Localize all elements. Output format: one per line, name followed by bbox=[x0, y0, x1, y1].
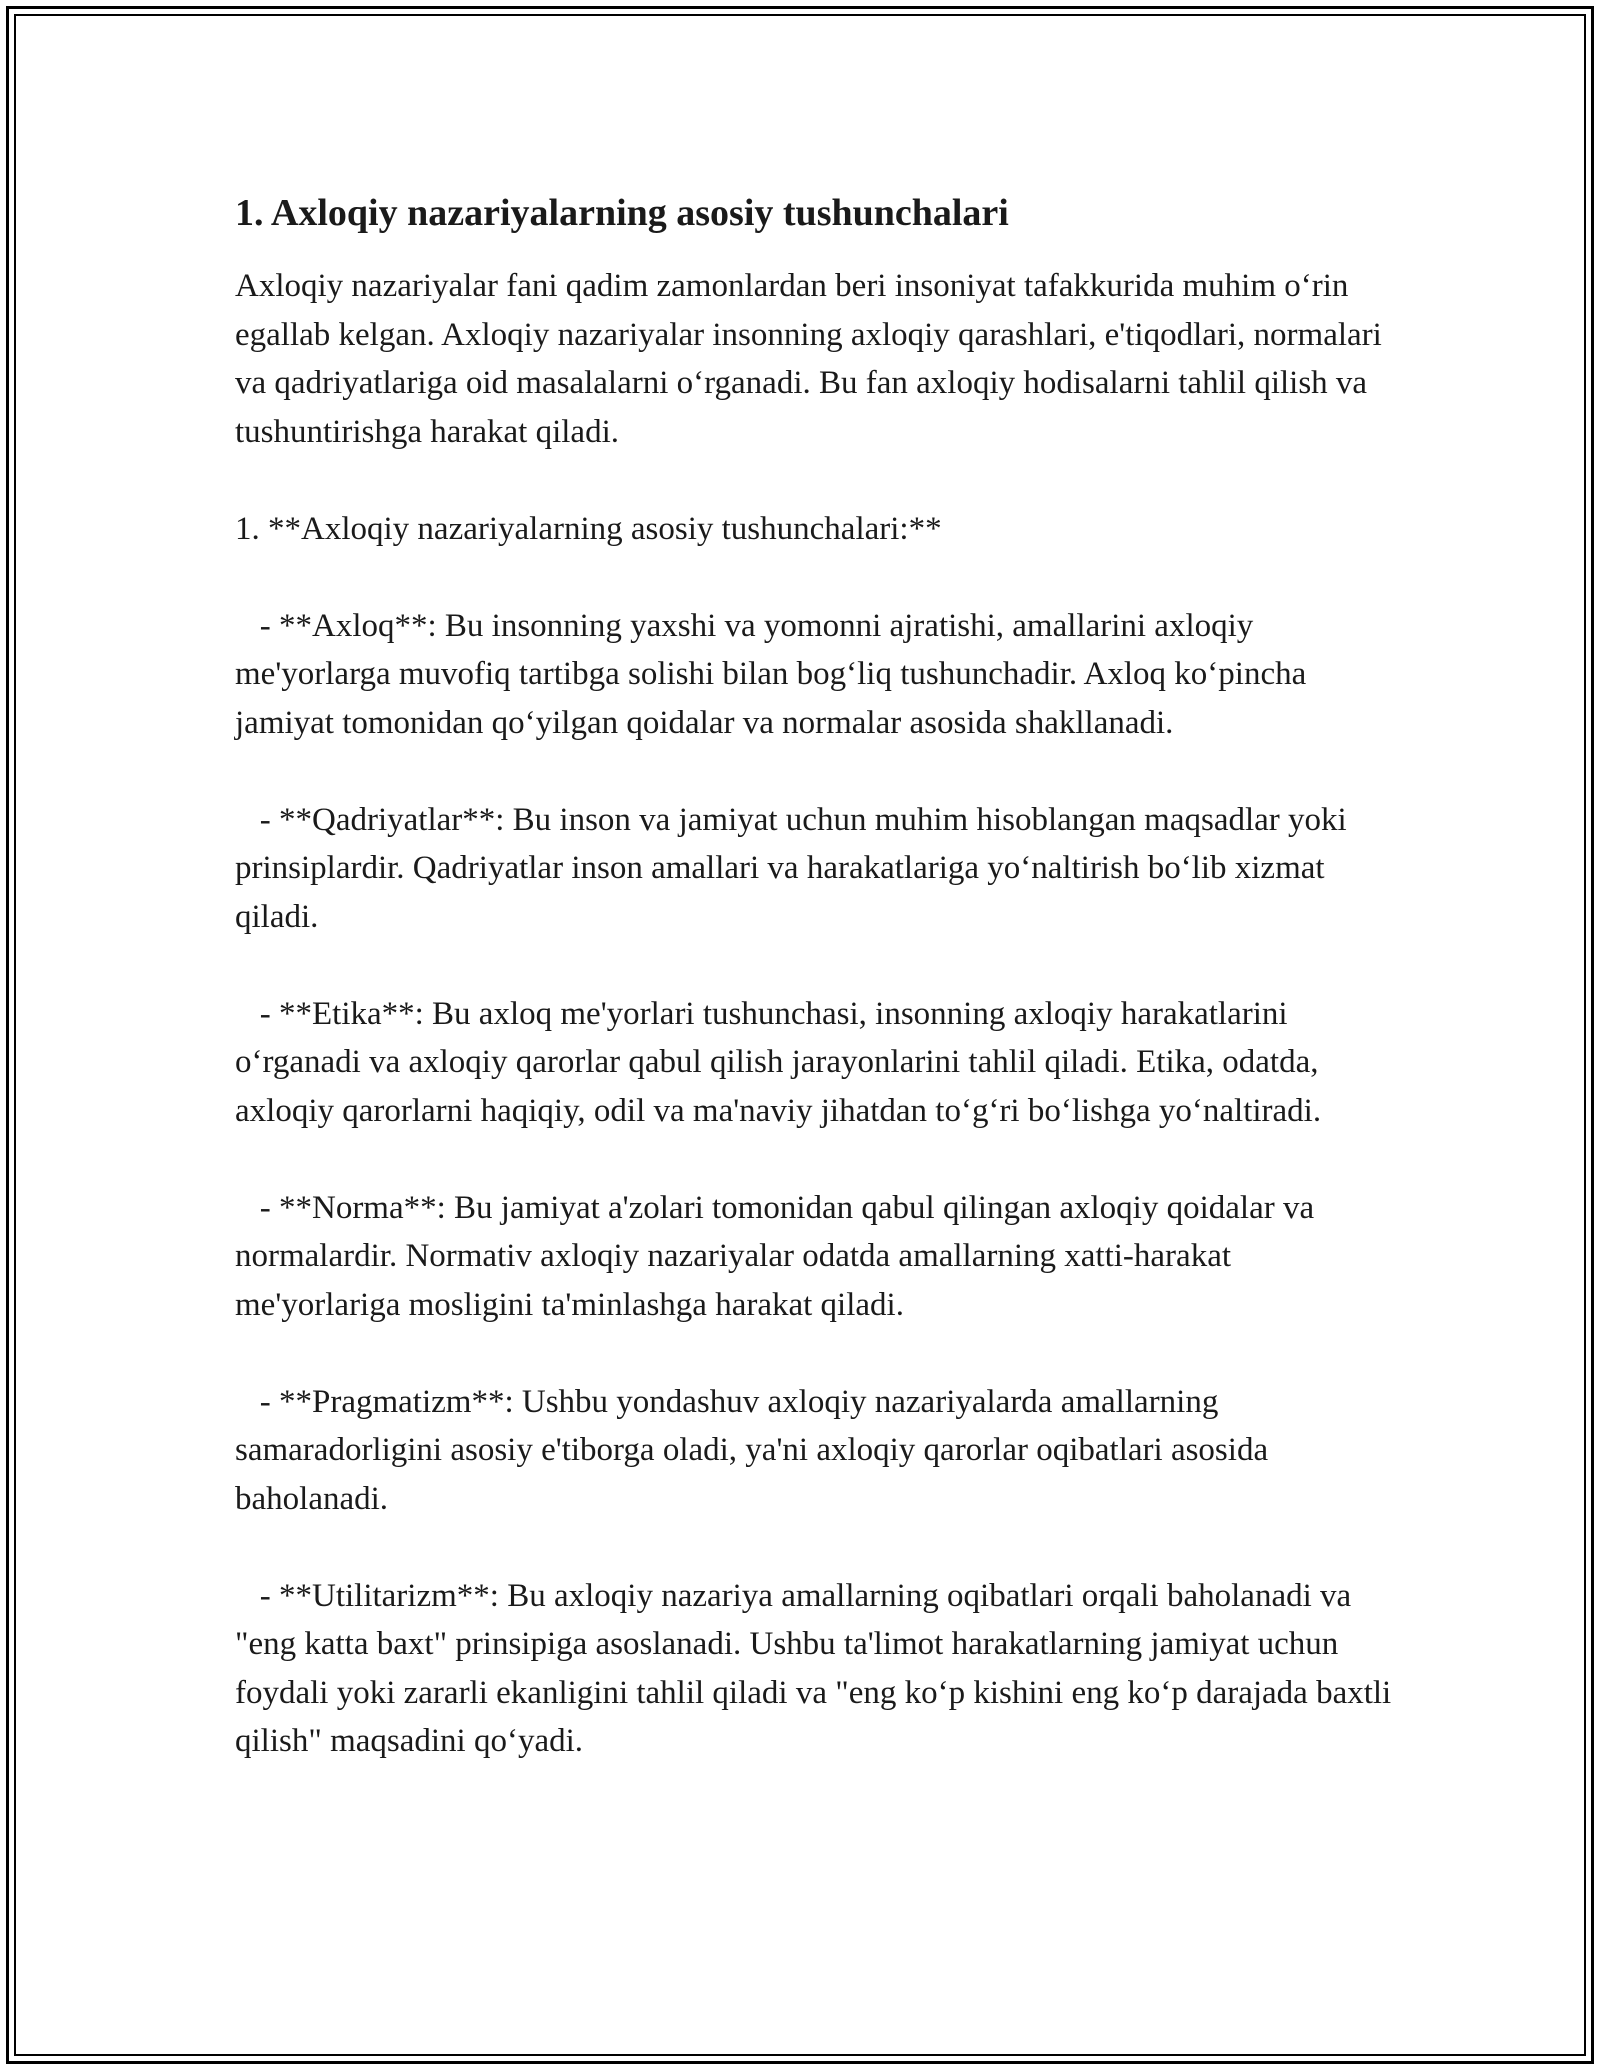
intro-paragraph: Axloqiy nazariyalar fani qadim zamonlardan beri insoniyat tafakkurida muhim o‘rin egallab kelgan. Axloqiy nazariyalar insonning axloqiy qarashlari, e'tiqodlari, normalari va qadriyatlariga oid masalalarni o‘rganadi. Bu fan axloqiy hodisalarni tahlil qilish va tushuntirishga harakat qiladi. bbox=[235, 268, 1391, 450]
document-body bbox=[235, 186, 1400, 1766]
document-title: 1. Axloqiy nazariyalarning asosiy tushunchalari bbox=[235, 192, 1009, 234]
list-heading: 1. **Axloqiy nazariyalarning asosiy tushunchalari:** bbox=[235, 510, 942, 547]
list-item-utilitarizm: - **Utilitarizm**: Bu axloqiy nazariya amallarning oqibatlari orqali baholanadi va "eng katta baxt" prinsipiga asoslanadi. Ushbu ta'limot harakatlarning jamiyat uchun foydali yoki zararli ekanligini tahlil qiladi va "eng ko‘p kishini eng ko‘p darajada baxtli qilish" maqsadini qo‘yadi. bbox=[235, 1577, 1400, 1759]
list-item-norma: - **Norma**: Bu jamiyat a'zolari tomonidan qabul qilingan axloqiy qoidalar va normalardir. Normativ axloqiy nazariyalar odatda amallarning xatti-harakat me'yorlariga mosligini ta'minlashga harakat qiladi. bbox=[235, 1189, 1323, 1323]
list-item-axloq: - **Axloq**: Bu insonning yaxshi va yomonni ajratishi, amallarini axloqiy me'yorlarga muvofiq tartibga solishi bilan bog‘liq tushunchadir. Axloq ko‘pincha jamiyat tomonidan qo‘yilgan qoidalar va normalar asosida shakllanadi. bbox=[235, 607, 1315, 741]
list-item-pragmatizm: - **Pragmatizm**: Ushbu yondashuv axloqiy nazariyalarda amallarning samaradorligini asosiy e'tiborga oladi, ya'ni axloqiy qarorlar oqibatlari asosida baholanadi. bbox=[235, 1383, 1277, 1517]
list-item-qadriyatlar: - **Qadriyatlar**: Bu inson va jamiyat uchun muhim hisoblangan maqsadlar yoki prinsiplardir. Qadriyatlar inson amallari va harakatlariga yo‘naltirish bo‘lib xizmat qiladi. bbox=[235, 801, 1355, 935]
list-item-etika: - **Etika**: Bu axloq me'yorlari tushunchasi, insonning axloqiy harakatlarini o‘rganadi va axloqiy qarorlar qabul qilish jarayonlarini tahlil qiladi. Etika, odatda, axloqiy qarorlarni haqiqiy, odil va ma'naviy jihatdan to‘g‘ri bo‘lishga yo‘naltiradi. bbox=[235, 995, 1327, 1129]
